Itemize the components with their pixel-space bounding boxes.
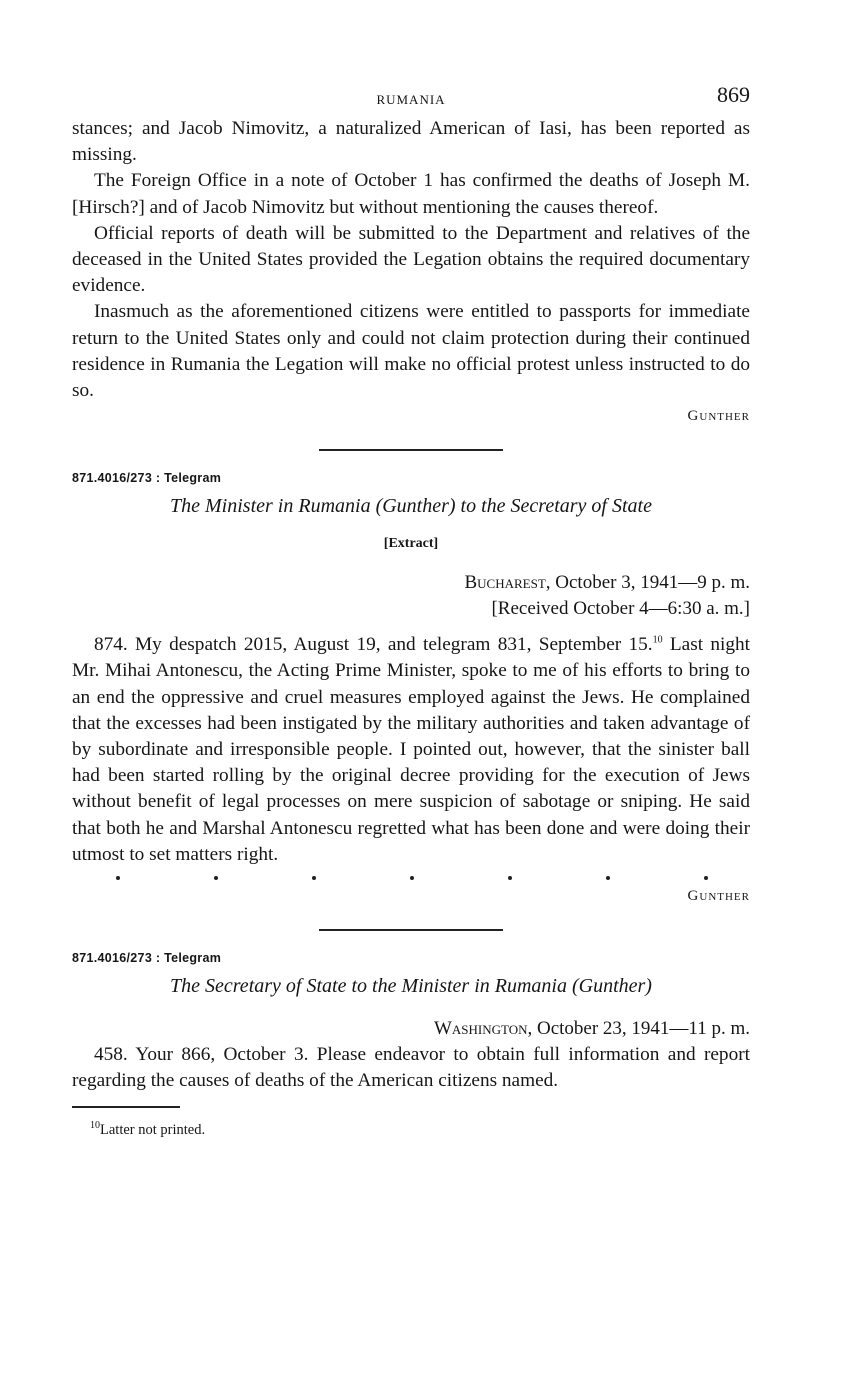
telegram-body-rest: Last night Mr. Mihai Antonescu, the Acting Prime Minister, spoke to me of his efforts to bring to an end the oppressive and cruel measures employed against the Jews. He complained that the excesses had been instigated by the military authorities and taken advantage of by subordinate and irresponsible people. I pointed out, however, that the sinister ball had been started rolling by the original decree providing for the execution of Jews without benefit of legal processes on mere suspicion of sabotage or sniping. He said that both he and Marshal Antonescu regretted what has been done and were doing their utmost to set matters right. bbox=[72, 634, 750, 865]
dateline bbox=[72, 570, 750, 596]
intro-paragraph-2: The Foreign Office in a note of October 1 has confirmed the deaths of Joseph M. [Hirsch?] and of Jacob Nimovitz but without mentioning the causes thereof. bbox=[72, 170, 750, 218]
ellipsis-dot bbox=[410, 876, 414, 880]
telegram-body bbox=[72, 632, 750, 868]
received-line: [Received October 4—6:30 a. m.] bbox=[491, 598, 750, 620]
dateline-date: , October 23, 1941—11 p. m. bbox=[527, 1018, 750, 1040]
document-title: The Secretary of State to the Minister in Rumania (Gunther) bbox=[170, 975, 652, 998]
document-title: The Minister in Rumania (Gunther) to the Secretary of State bbox=[170, 495, 652, 518]
dateline bbox=[72, 1016, 750, 1042]
ellipsis-dot bbox=[312, 876, 316, 880]
footnote-rule bbox=[72, 1106, 180, 1108]
footnote bbox=[72, 1122, 750, 1139]
dateline-place: Washington bbox=[433, 1018, 528, 1040]
section-divider bbox=[319, 449, 503, 451]
file-reference: 871.4016/273 : Telegram bbox=[72, 951, 222, 966]
dateline-place: Bucharest bbox=[464, 572, 546, 594]
telegram-body-start: 874. My despatch 2015, August 19, and telegram 831, September 15. bbox=[94, 634, 653, 656]
ellipsis-row bbox=[72, 876, 750, 880]
intro-paragraph-4: Inasmuch as the aforementioned citizens were entitled to passports for immediate return to the United States only and could not claim protection during their continued residence in Rumania the Legation will make no official protest unless instructed to do so. bbox=[72, 301, 750, 402]
page-number: 869 bbox=[717, 82, 750, 107]
ellipsis-dot bbox=[214, 876, 218, 880]
ellipsis-dot bbox=[116, 876, 120, 880]
signature: Gunther bbox=[687, 408, 750, 425]
dateline-date: , October 3, 1941—9 p. m. bbox=[545, 572, 750, 594]
document-page bbox=[72, 80, 750, 1139]
extract-label: [Extract] bbox=[383, 536, 439, 552]
footnote-marker: 10 bbox=[90, 1120, 100, 1132]
running-head bbox=[72, 80, 750, 116]
file-reference: 871.4016/273 : Telegram bbox=[72, 471, 222, 486]
section-divider bbox=[319, 929, 503, 931]
telegram-body: 458. Your 866, October 3. Please endeavor to obtain full information and report regarding the causes of deaths of the American citizens named. bbox=[72, 1044, 750, 1092]
intro-paragraph-1: stances; and Jacob Nimovitz, a naturalized American of Iasi, has been reported as missing. bbox=[72, 118, 750, 166]
footnote-text: Latter not printed. bbox=[100, 1122, 206, 1139]
ellipsis-dot bbox=[508, 876, 512, 880]
intro-paragraph-3: Official reports of death will be submitted to the Department and relatives of the deceased in the United States provided the Legation obtains the required documentary evidence. bbox=[72, 222, 750, 297]
ellipsis-dot bbox=[704, 876, 708, 880]
signature: Gunther bbox=[687, 888, 750, 905]
footnote-reference: 10 bbox=[652, 634, 663, 646]
running-title: RUMANIA bbox=[376, 92, 446, 107]
ellipsis-dot bbox=[606, 876, 610, 880]
